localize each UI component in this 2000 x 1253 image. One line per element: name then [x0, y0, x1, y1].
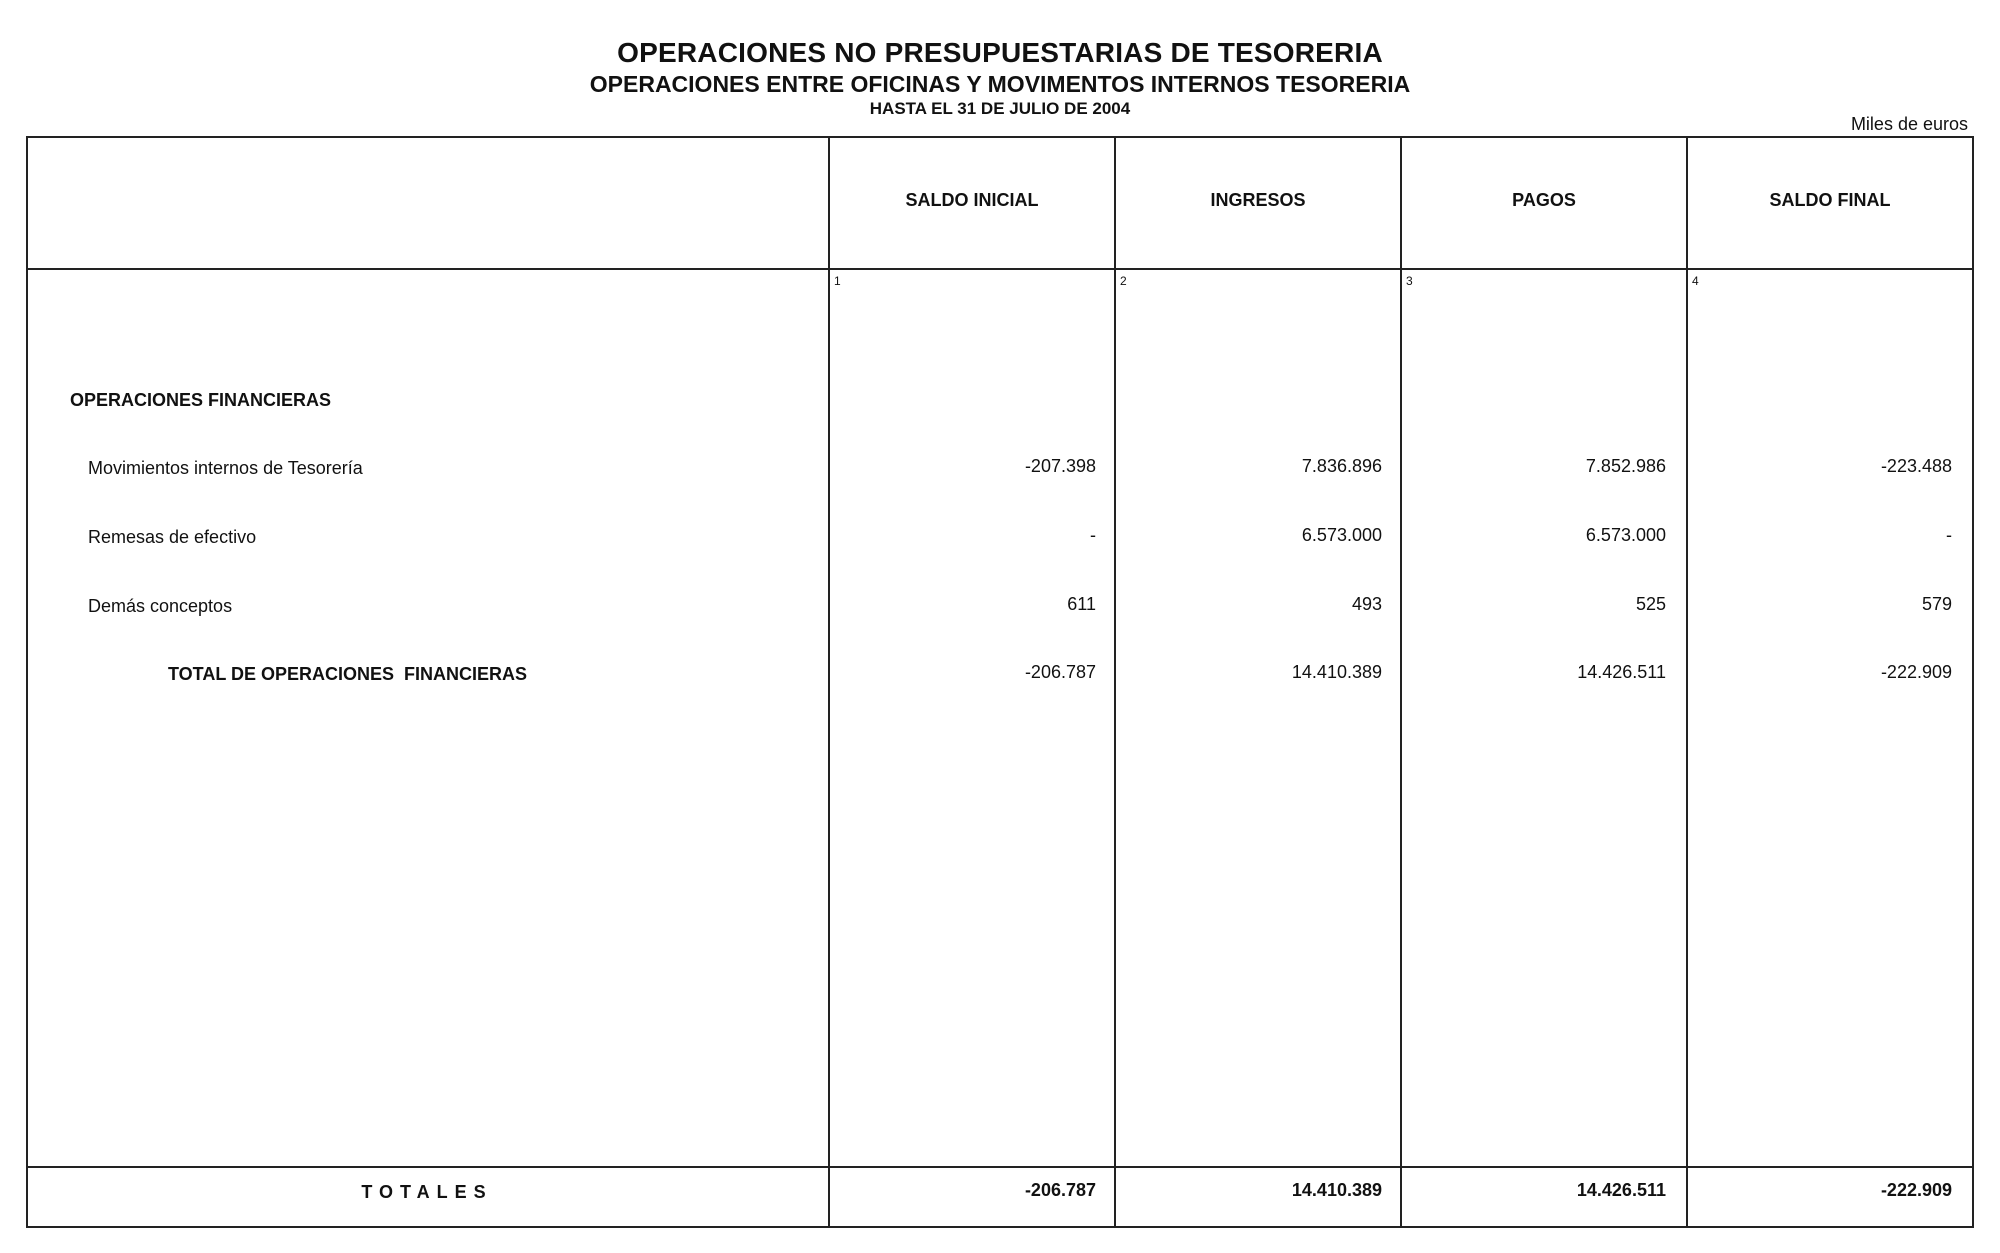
- report-subtitle: OPERACIONES ENTRE OFICINAS Y MOVIMENTOS INTERNOS TESORERIA: [589, 71, 1411, 97]
- subtotal-cell: 14.410.389: [1291, 662, 1382, 682]
- table-cell: 525: [1635, 594, 1666, 614]
- column-header-saldo-inicial: SALDO INICIAL: [905, 190, 1039, 210]
- column-number-2: 2: [1120, 274, 1127, 288]
- section-heading: OPERACIONES FINANCIERAS: [70, 390, 332, 410]
- column-header-pagos: PAGOS: [1512, 190, 1576, 210]
- row-label-movimientos: Movimientos internos de Tesorería: [88, 458, 363, 478]
- table-cell: 579: [1921, 594, 1952, 614]
- totals-label: TOTALES: [361, 1182, 493, 1202]
- subtotal-label: TOTAL DE OPERACIONES FINANCIERAS: [168, 664, 528, 684]
- table-cell: 7.852.986: [1585, 456, 1666, 476]
- table-cell: 7.836.896: [1301, 456, 1382, 476]
- column-divider-2: [1114, 136, 1116, 1228]
- row-label-demas: Demás conceptos: [88, 596, 233, 616]
- table-cell: -: [1090, 525, 1096, 545]
- table-cell: 493: [1351, 594, 1382, 614]
- table-cell: -: [1946, 525, 1952, 545]
- column-number-1: 1: [834, 274, 841, 288]
- table-cell: 6.573.000: [1301, 525, 1382, 545]
- table-cell: 6.573.000: [1585, 525, 1666, 545]
- header-divider: [26, 268, 1974, 270]
- totals-cell: -206.787: [1024, 1180, 1096, 1200]
- column-divider-1: [828, 136, 830, 1228]
- column-divider-3: [1400, 136, 1402, 1228]
- row-label-remesas: Remesas de efectivo: [88, 527, 257, 547]
- report-title: OPERACIONES NO PRESUPUESTARIAS DE TESORERIA: [617, 37, 1383, 68]
- report-date: HASTA EL 31 DE JULIO DE 2004: [869, 99, 1131, 118]
- subtotal-cell: -222.909: [1880, 662, 1952, 682]
- totals-cell: 14.410.389: [1291, 1180, 1382, 1200]
- column-number-3: 3: [1406, 274, 1413, 288]
- table-cell: 611: [1067, 594, 1096, 614]
- subtotal-cell: -206.787: [1024, 662, 1096, 682]
- column-header-ingresos: INGRESOS: [1210, 190, 1306, 210]
- column-divider-4: [1686, 136, 1688, 1228]
- subtotal-cell: 14.426.511: [1577, 662, 1666, 682]
- column-number-4: 4: [1692, 274, 1699, 288]
- column-header-saldo-final: SALDO FINAL: [1769, 190, 1891, 210]
- table-cell: -207.398: [1024, 456, 1096, 476]
- totals-divider: [26, 1166, 1974, 1168]
- totals-cell: -222.909: [1880, 1180, 1952, 1200]
- report-header: [0, 36, 2000, 120]
- units-label: Miles de euros: [1850, 114, 1968, 134]
- table-cell: -223.488: [1880, 456, 1952, 476]
- totals-cell: 14.426.511: [1576, 1180, 1666, 1200]
